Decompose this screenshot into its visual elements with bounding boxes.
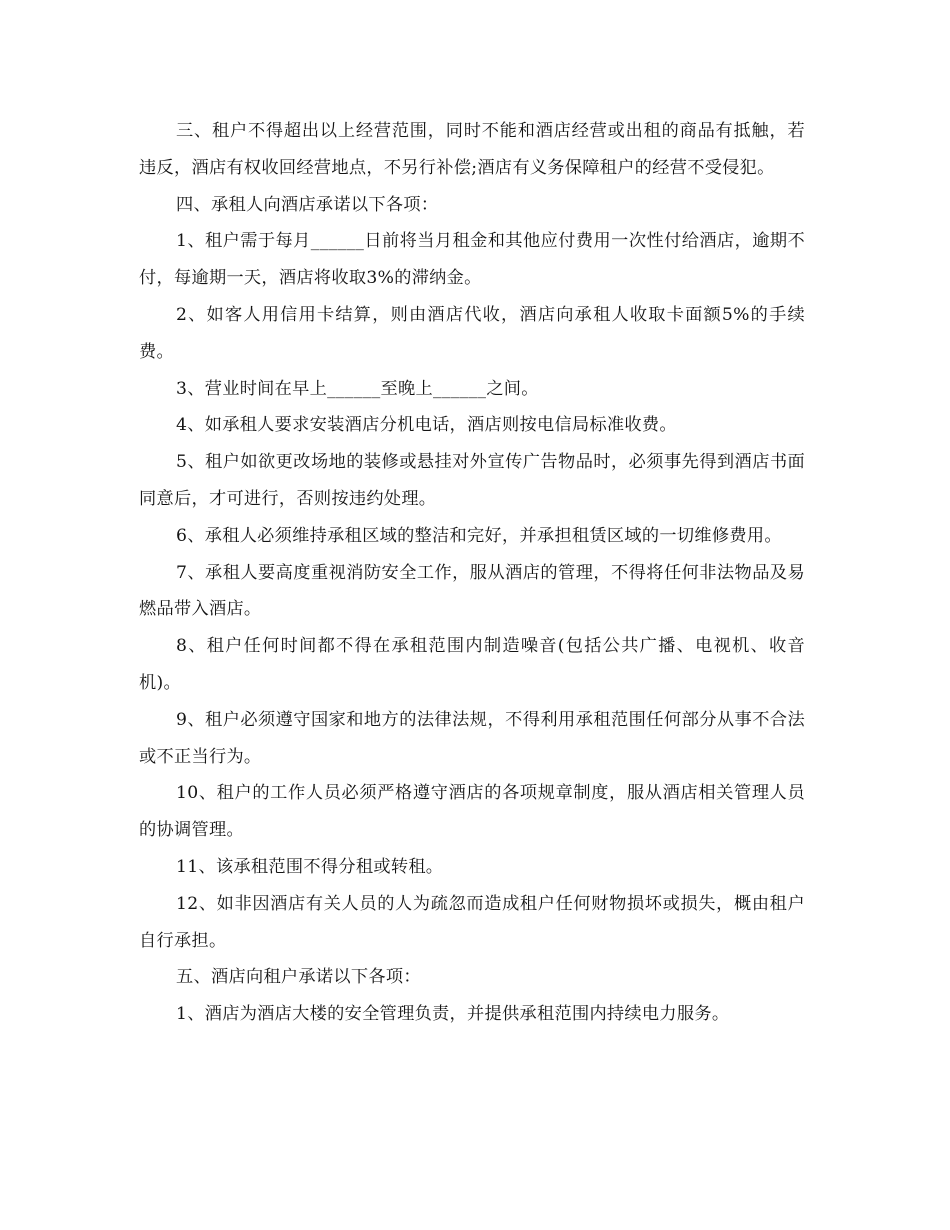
paragraph-item-2: 2、如客人用信用卡结算，则由酒店代收，酒店向承租人收取卡面额5%的手续费。	[139, 304, 805, 362]
paragraph-item-4: 4、如承租人要求安装酒店分机电话，酒店则按电信局标准收费。	[176, 415, 677, 436]
paragraph-item-11: 11、该承租范围不得分租或转租。	[176, 856, 444, 877]
paragraph-item-3: 3、营业时间在早上______至晚上______之间。	[176, 378, 539, 399]
paragraph-item-1: 1、租户需于每月______日前将当月租金和其他应付费用一次性付给酒店，逾期不付，每逾期一天，酒店将收取3%的滞纳金。	[139, 231, 805, 289]
paragraph-item-10: 10、租户的工作人员必须严格遵守酒店的各项规章制度，服从酒店相关管理人员的协调管理。	[139, 783, 805, 841]
paragraph-item-9: 9、租户必须遵守国家和地方的法律法规，不得利用承租范围任何部分从事不合法或不正当行为。	[139, 709, 805, 767]
document-body	[139, 113, 805, 1033]
paragraph-section-5-heading: 五、酒店向租户承诺以下各项：	[176, 967, 421, 988]
paragraph-item-7: 7、承租人要高度重视消防安全工作，服从酒店的管理，不得将任何非法物品及易燃品带入酒店。	[139, 562, 805, 620]
paragraph-item-5: 5、租户如欲更改场地的装修或悬挂对外宣传广告物品时，必须事先得到酒店书面同意后，才可进行，否则按违约处理。	[139, 452, 805, 509]
paragraph-clause-3: 三、租户不得超出以上经营范围，同时不能和酒店经营或出租的商品有抵触，若违反，酒店有权收回经营地点，不另行补偿;酒店有义务保障租户的经营不受侵犯。	[139, 121, 805, 178]
paragraph-item-6: 6、承租人必须维持承租区域的整洁和完好，并承担租赁区域的一切维修费用。	[176, 525, 782, 546]
paragraph-item-12: 12、如非因酒店有关人员的人为疏忽而造成租户任何财物损坏或损失，概由租户自行承担。	[139, 893, 805, 951]
paragraph-section-4-heading: 四、承租人向酒店承诺以下各项：	[176, 194, 439, 215]
paragraph-item-8: 8、租户任何时间都不得在承租范围内制造噪音(包括公共广播、电视机、收音机)。	[139, 636, 805, 693]
paragraph-section-5-item-1: 1、酒店为酒店大楼的安全管理负责，并提供承租范围内持续电力服务。	[176, 1004, 730, 1025]
